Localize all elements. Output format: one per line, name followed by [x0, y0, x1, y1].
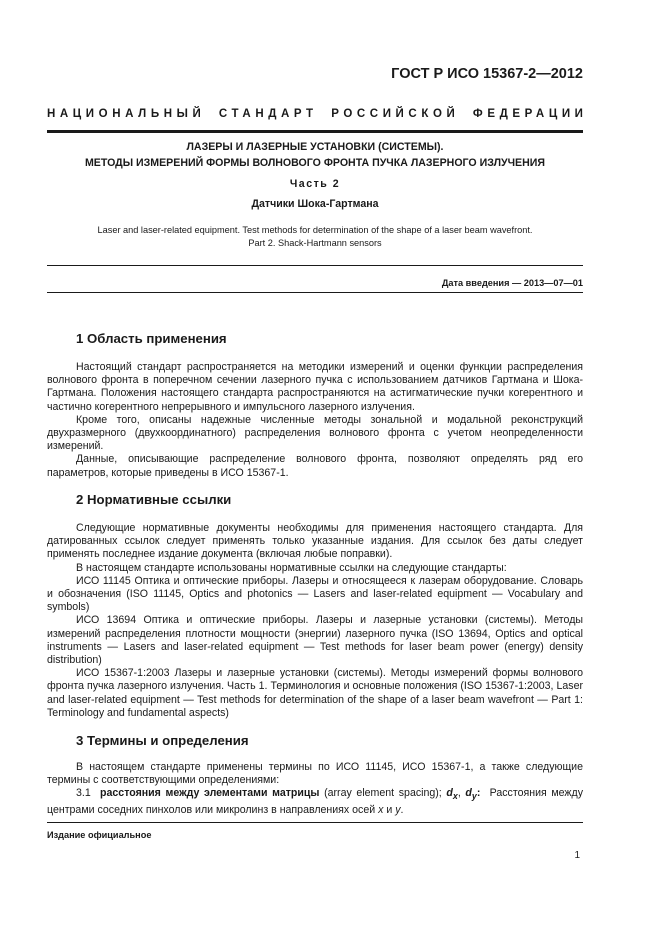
header-rule [47, 130, 583, 133]
banner-word: НАЦИОНАЛЬНЫЙ [47, 108, 206, 120]
title-rule [47, 265, 583, 266]
section-2-body [47, 522, 583, 720]
english-title-line-1: Laser and laser-related equipment. Test methods for determination of the shape of a laser beam wavefront. [97, 225, 533, 235]
page-number: 1 [574, 850, 580, 861]
section-3-body [47, 761, 583, 817]
standard-number: ГОСТ Р ИСО 15367-2—2012 [391, 66, 583, 82]
section-1-body [47, 361, 583, 480]
paragraph: Кроме того, описаны надежные численные методы зональной и модальной реконструкций двухразмерного (двухкоординатного) распределения волнового фронта с учетом неопределенности измерений. [47, 413, 583, 453]
part-label: Часть 2 [289, 178, 341, 190]
term-definition-3-1: 3.1 расстояния между элементами матрицы (array element spacing); $d_x$, $d_y$: Расстояния между центрами соседних пинхолов или микролинз в направлениях осей x и y. [47, 787, 583, 816]
reference-iso-13694: ИСО 13694 Оптика и оптические приборы. Лазеры и лазерные установки (системы). Методы измерений распределения плотности мощности (энергии) лазерного пучка (ISO 13694, Optics and optical instruments — Lasers and laser-related equipment — Test methods for laser beam power (energy) density distribution) [47, 614, 583, 667]
banner-word: СТАНДАРТ [218, 108, 318, 120]
conjunction: и [386, 803, 393, 816]
paragraph: В настоящем стандарте использованы нормативные ссылки на следующие стандарты: [76, 561, 507, 574]
footer-rule [47, 822, 583, 823]
date-rule [47, 292, 583, 293]
subtitle: Датчики Шока-Гартмана [251, 198, 379, 210]
official-edition-note: Издание официальное [47, 830, 152, 840]
banner-word: ФЕДЕРАЦИИ [472, 108, 588, 120]
paragraph: Данные, описывающие распределение волнового фронта, позволяют определять ряд его параметров, которые приведены в ИСО 15367-1. [47, 453, 583, 479]
term-definition: Расстояния между центрами соседних пинхолов или микролинз в направлениях осей [47, 787, 583, 816]
section-1-heading: 1 Область применения [76, 331, 227, 346]
symbol-dx: $d_x$ [446, 787, 458, 802]
term-number: 3.1 [76, 787, 91, 800]
paragraph: Настоящий стандарт распространяется на методики измерений и оценки функции распределения волнового фронта в поперечном сечении лазерного пучка с использованием датчиков Гартмана и Шока-Гартмана. Положения настоящего стандарта распространяются на астигматические пучки когерентного и частично когерентного непрерывного и импульсного лазерного излучения. [47, 361, 583, 413]
banner-word: РОССИЙСКОЙ [331, 108, 460, 120]
english-title-line-2: Part 2. Shack-Hartmann sensors [248, 238, 382, 248]
title-line-2: МЕТОДЫ ИЗМЕРЕНИЙ ФОРМЫ ВОЛНОВОГО ФРОНТА ПУЧКА ЛАЗЕРНОГО ИЗЛУЧЕНИЯ [84, 157, 546, 169]
axis-y: y [395, 803, 401, 816]
introduction-date: Дата введения — 2013—07—01 [441, 278, 583, 288]
national-standard-banner [47, 108, 588, 120]
reference-iso-11145: ИСО 11145 Оптика и оптические приборы. Лазеры и относящееся к лазерам оборудование. Словарь и обозначения (ISO 11145, Optics and photonics — Lasers and laser-related equipment — Vocabulary and symbols) [47, 574, 583, 614]
title-line-1: ЛАЗЕРЫ И ЛАЗЕРНЫЕ УСТАНОВКИ (СИСТЕМЫ). [186, 141, 444, 153]
symbol-dy: $d_y$ [465, 787, 477, 802]
paragraph: В настоящем стандарте применены термины по ИСО 11145, ИСО 15367-1, а также следующие термины с соответствующими определениями: [47, 761, 583, 787]
term-english: (array element spacing); [324, 787, 442, 800]
reference-iso-15367-1: ИСО 15367-1:2003 Лазеры и лазерные установки (системы). Методы измерений формы волнового фронта пучка лазерного излучения. Часть 1. Терминология и основные положения (ISO 15367-1:2003, Laser and laser-related equipment — Test methods for determination of the shape of a laser beam wavefront — Part 1: Terminology and fundamental aspects) [47, 667, 583, 719]
axis-x: x [378, 803, 384, 816]
term-name: расстояния между элементами матрицы [100, 787, 320, 800]
section-2-heading: 2 Нормативные ссылки [76, 492, 232, 507]
section-3-heading: 3 Термины и определения [76, 733, 249, 748]
paragraph: Следующие нормативные документы необходимы для применения настоящего стандарта. Для датированных ссылок следует применять только указанные издания. Для ссылок без даты следует применять последнее издание документа (включая любые поправки). [47, 522, 583, 561]
